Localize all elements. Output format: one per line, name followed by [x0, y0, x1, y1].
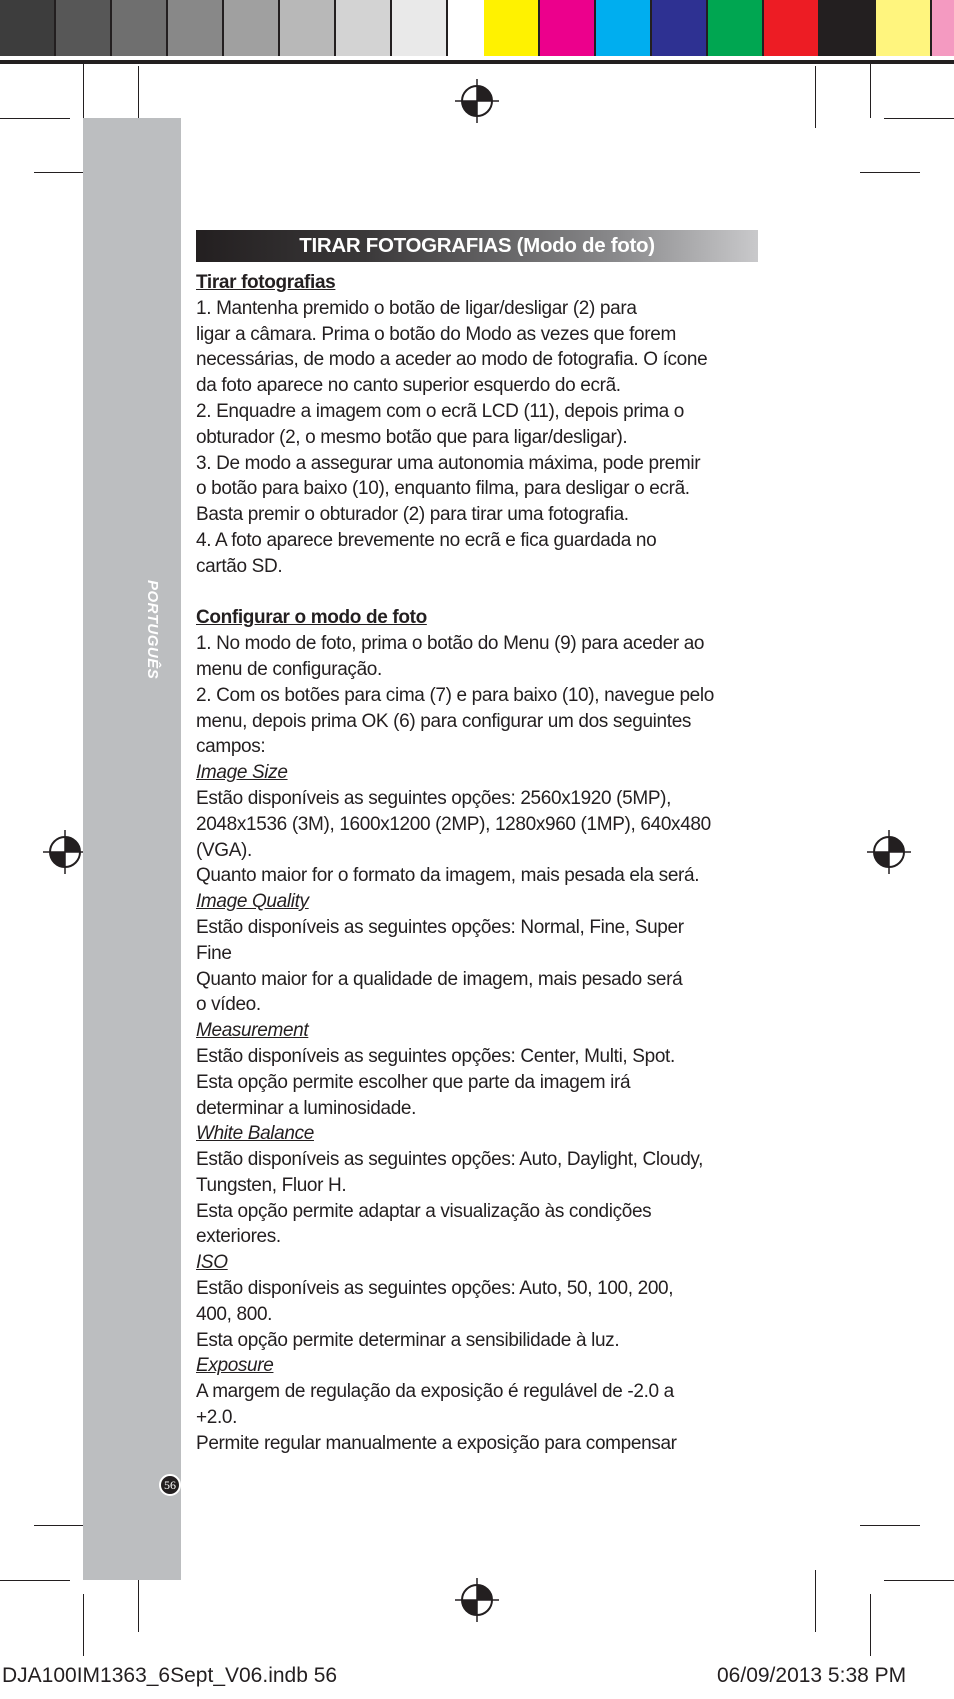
option-title: ISO — [196, 1252, 228, 1274]
calibration-swatch — [224, 0, 280, 56]
option-title: Image Quality — [196, 891, 309, 913]
option-title: Measurement — [196, 1020, 309, 1042]
grayscale-calibration-bar — [0, 0, 504, 64]
body-line: Estão disponíveis as seguintes opções: Center, Multi, Spot. — [196, 1045, 675, 1067]
crop-mark — [860, 1525, 920, 1526]
body-line: 400, 800. — [196, 1303, 273, 1325]
header-title: TIRAR FOTOGRAFIAS (Modo de foto) — [299, 234, 655, 257]
color-calibration-bar — [484, 0, 954, 64]
body-line: menu, depois prima OK (6) para configurar um dos seguintes — [196, 710, 692, 732]
calibration-swatch — [652, 0, 708, 56]
body-line: A margem de regulação da exposição é regulável de -2.0 a — [196, 1381, 674, 1403]
option-title: Image Size — [196, 762, 288, 784]
page-number: 56 — [159, 1474, 181, 1496]
section-title: Tirar fotografias — [196, 272, 336, 293]
body-line: obturador (2, o mesmo botão que para ligar/desligar). — [196, 426, 628, 448]
page-side-tab — [83, 118, 181, 1580]
body-line: Esta opção permite adaptar a visualização às condições — [196, 1200, 652, 1222]
body-line: 4. A foto aparece brevemente no ecrã e fica guardada no — [196, 529, 657, 551]
body-text — [196, 270, 760, 1457]
calibration-swatch — [336, 0, 392, 56]
calibration-swatch — [708, 0, 764, 56]
calibration-swatch — [168, 0, 224, 56]
body-line: Quanto maior for a qualidade de imagem, mais pesado será — [196, 968, 683, 990]
crop-mark — [860, 172, 920, 173]
body-line: Estão disponíveis as seguintes opções: Normal, Fine, Super — [196, 916, 684, 938]
calibration-swatch — [112, 0, 168, 56]
calibration-swatch — [280, 0, 336, 56]
body-line: Estão disponíveis as seguintes opções: 2560x1920 (5MP), — [196, 787, 672, 809]
registration-mark-icon — [867, 830, 911, 874]
body-line: +2.0. — [196, 1407, 238, 1429]
body-line: campos: — [196, 736, 266, 758]
crop-mark — [884, 1580, 954, 1581]
crop-mark — [83, 1594, 84, 1656]
crop-mark — [0, 118, 70, 119]
registration-mark-icon — [455, 1578, 499, 1622]
body-line: 2. Enquadre a imagem com o ecrã LCD (11), depois prima o — [196, 400, 685, 422]
calibration-swatch — [0, 0, 56, 56]
body-line: Basta premir o obturador (2) para tirar uma fotografia. — [196, 504, 629, 526]
body-line: Estão disponíveis as seguintes opções: Auto, Daylight, Cloudy, — [196, 1149, 704, 1171]
body-line: Estão disponíveis as seguintes opções: Auto, 50, 100, 200, — [196, 1278, 674, 1300]
paragraph-gap — [196, 580, 760, 606]
body-line: Tungsten, Fluor H. — [196, 1174, 347, 1196]
section-title: Configurar o modo de foto — [196, 607, 427, 629]
body-line: necessárias, de modo a aceder ao modo de fotografia. O ícone — [196, 349, 708, 371]
option-title: White Balance — [196, 1123, 314, 1145]
body-line: da foto aparece no canto superior esquerdo do ecrã. — [196, 375, 621, 397]
calibration-swatch — [596, 0, 652, 56]
body-line: Esta opção permite determinar a sensibilidade à luz. — [196, 1329, 620, 1351]
file-info: DJA100IM1363_6Sept_V06.indb 56 — [2, 1664, 338, 1687]
body-line: Fine — [196, 942, 232, 964]
body-line: exteriores. — [196, 1226, 281, 1248]
crop-mark — [870, 60, 871, 118]
print-timestamp: 06/09/2013 5:38 PM — [717, 1664, 907, 1687]
body-line: cartão SD. — [196, 555, 283, 577]
crop-mark — [815, 66, 816, 128]
crop-mark — [884, 118, 954, 119]
page-content — [196, 230, 760, 1457]
body-line: 2048x1536 (3M), 1600x1200 (2MP), 1280x960 (1MP), 640x480 — [196, 813, 711, 835]
calibration-swatch — [764, 0, 820, 56]
crop-mark — [870, 1594, 871, 1656]
calibration-swatch — [540, 0, 596, 56]
section-header-bar — [196, 230, 758, 262]
body-line: Esta opção permite escolher que parte da imagem irá — [196, 1071, 631, 1093]
body-line: o botão para baixo (10), enquanto filma, para desligar o ecrã. — [196, 478, 690, 500]
registration-mark-icon — [455, 79, 499, 123]
calibration-swatch — [392, 0, 448, 56]
body-line: determinar a luminosidade. — [196, 1097, 417, 1119]
calibration-swatch — [484, 0, 540, 56]
calibration-swatch — [820, 0, 876, 56]
language-label: PORTUGUÊS — [144, 580, 161, 680]
calibration-swatch — [876, 0, 932, 56]
body-line: 2. Com os botões para cima (7) e para baixo (10), navegue pelo — [196, 684, 714, 706]
calibration-swatch — [932, 0, 954, 56]
crop-mark — [815, 1570, 816, 1632]
crop-mark — [83, 60, 84, 118]
crop-mark — [0, 1580, 70, 1581]
body-line: ligar a câmara. Prima o botão do Modo as vezes que forem — [196, 323, 676, 345]
registration-mark-icon — [43, 830, 87, 874]
body-line: 3. De modo a assegurar uma autonomia máxima, pode premir — [196, 452, 701, 474]
calibration-swatch — [56, 0, 112, 56]
body-line: 1. Mantenha premido o botão de ligar/desligar (2) para — [196, 297, 637, 319]
body-line: Permite regular manualmente a exposição para compensar — [196, 1432, 677, 1454]
body-line: Quanto maior for o formato da imagem, mais pesada ela será. — [196, 865, 700, 887]
body-line: menu de configuração. — [196, 658, 382, 680]
body-line: o vídeo. — [196, 994, 261, 1016]
option-title: Exposure — [196, 1355, 274, 1377]
body-line: 1. No modo de foto, prima o botão do Menu (9) para aceder ao — [196, 633, 705, 655]
body-line: (VGA). — [196, 839, 252, 861]
